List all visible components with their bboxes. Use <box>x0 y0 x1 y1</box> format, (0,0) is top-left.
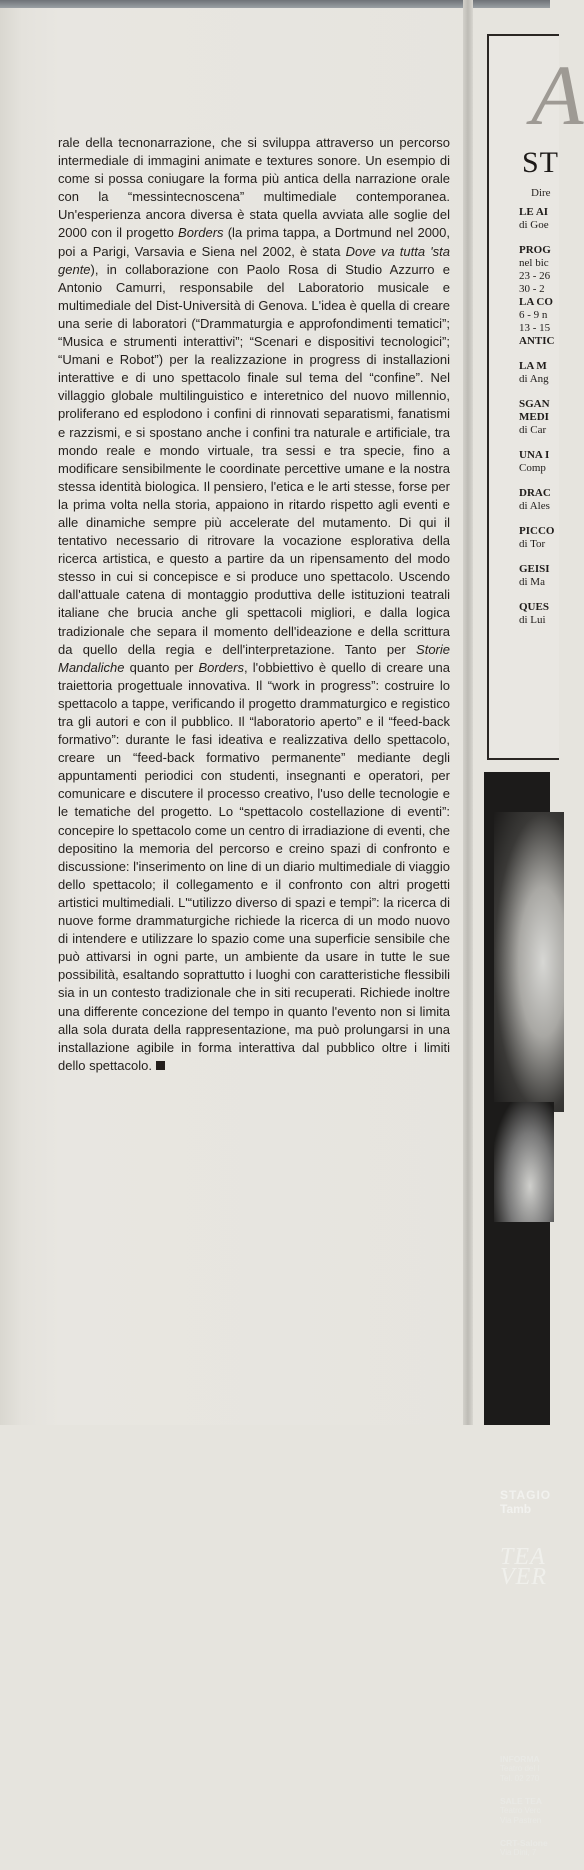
program-entry <box>519 206 579 232</box>
program-entry-line: nel bic <box>519 257 549 269</box>
poster-footer-title: INFORMA <box>500 1754 540 1764</box>
poster-footer-line: Via Pastren <box>500 1816 542 1825</box>
program-entry-line: LA CO <box>519 296 553 308</box>
program-entry-line: 6 - 9 n <box>519 309 548 321</box>
title-borders-2: Borders <box>198 659 244 675</box>
program-entry-line: 30 - 2 <box>519 283 545 295</box>
poster-figure-image <box>494 812 564 1112</box>
article-text-3: ), in collaborazione con Paolo Rosa di Studio Azzurro e Antonio Camurri, responsabile del Laboratorio musicale e multimediale del Dist-Università di Genova. L'idea è quella di creare una serie di laboratori (“Drammaturgia e approfondimenti tematici”; “Musica e strumenti interattivi”; “Scenari e dispositivi tecnologici”; “Umani e Robot”) per la realizzazione in progress di installazioni interattive e di uno spettacolo finale sul tema del “confine”. Nel villaggio globale multilinguistico e interetnico del nuovo millennio, proliferano ed esplodono i confini di rinnovati separatismi, fanatismi e razzismi, e si spostano anche i confini tra naturale e artificiale, tra mondo reale e mondo virtuale, tra sessi e tra specie, fino a modificare sensibilmente le coordinate percettive umane e la nostra stessa identità biologica. Il pensiero, l'etica e le arti stesse, forse per la prima volta nella storia, appaiono in ritardo rispetto agli eventi e alle dinamiche sempre più accelerate del mutamento. Di qui il tentativo necessario di ritrovare la vocazione esplorativa della ricerca artistica, e questo a partire da un ripensamento del modo stesso in cui si concepisce e si produce uno spettacolo. Uscendo dall'attuale catena di montaggio produttiva delle istituzioni teatrali italiane che brucia anche gli spettacoli migliori, e dalla logica tradizionale che separa il momento dell'ideazione e della scrittura da quello della regia e dell'interpretazione. Tanto per <box>58 261 450 657</box>
article-text-2: (la prima tappa, a Dortmund nel 2000, poi a Parigi, Varsavia e Siena nel 2002, è stata <box>58 225 450 259</box>
program-entry-line: LE AI <box>519 206 549 218</box>
poster-footer-group <box>500 1754 560 1784</box>
poster-footer-title: CRT-Salone <box>500 1838 548 1848</box>
poster-footer-line: Via Dini, 7 <box>500 1848 537 1857</box>
poster-season-label: STAGIO <box>500 1488 552 1502</box>
program-list <box>519 206 579 639</box>
logo-line-2: VER <box>500 1564 547 1590</box>
poster-footer-line: Teatro del I <box>500 1764 540 1773</box>
program-entry-line: di Ales <box>519 500 550 512</box>
program-entry-line: SGAN <box>519 398 550 410</box>
sidebar-big-letter: A <box>531 47 584 143</box>
article-paragraph <box>58 134 450 1075</box>
poster-footer-line: Teatro Verc <box>500 1806 541 1815</box>
program-entry-line: di Ang <box>519 373 549 385</box>
program-entry-line: UNA I <box>519 449 550 461</box>
poster-footer-title: SALE TEA <box>500 1796 543 1806</box>
page-gutter <box>463 0 473 1425</box>
program-entry <box>519 601 579 627</box>
poster-footer-group <box>500 1796 560 1826</box>
program-entry <box>519 449 579 475</box>
program-entry-line: 13 - 15 <box>519 322 551 334</box>
program-entry-line: 23 - 26 <box>519 270 551 282</box>
program-entry-line: Comp <box>519 462 546 474</box>
program-entry-line: di Lui <box>519 614 546 626</box>
program-entry-line: di Tor <box>519 538 546 550</box>
article-text-4: quanto per <box>124 659 199 675</box>
poster-theatre-logo <box>500 1544 547 1590</box>
program-entry-line: DRAC <box>519 487 551 499</box>
logo-line-1: TEA <box>500 1544 546 1570</box>
program-sidebar <box>487 34 584 760</box>
program-entry-line: QUES <box>519 601 549 613</box>
title-borders: Borders <box>178 225 224 241</box>
program-entry-line: PROG <box>519 244 551 256</box>
theatre-poster-ad <box>484 772 552 1857</box>
poster-subtitle: Tamb <box>500 1502 532 1516</box>
program-entry-line: PICCO <box>519 525 555 537</box>
poster-large-letter-image <box>494 1102 554 1222</box>
sidebar-heading: ST <box>522 146 560 179</box>
program-entry-line: di Car <box>519 424 547 436</box>
article-column <box>58 134 450 1075</box>
program-entry <box>519 244 579 348</box>
program-entry <box>519 360 579 386</box>
program-entry-line: di Goe <box>519 219 549 231</box>
poster-footer-line: Tel. 02 270 <box>500 1774 540 1783</box>
program-entry-line: MEDI <box>519 411 549 423</box>
poster-footer-group <box>500 1838 560 1858</box>
article-text-5: , l'obbiettivo è quello di creare una traiettoria progettuale innovativa. Il “work in progress”: costruire lo spettacolo a tappe, verificando il progetto drammaturgico e registico tra gli autori e con il pubblico. Il “laboratorio aperto” e il “feed-back formativo”: durante le fasi ideativa e realizzativa dello spettacolo, creare un “feed-back formativo permanente” mediante degli appuntamenti periodici con studenti, insegnanti e operatori, per comunicare e discutere il processo creativo, l'uso delle tecnologie e le tematiche del progetto. Lo “spettacolo costellazione di eventi”: concepire lo spettacolo come un centro di irradiazione di eventi, che depositino la memoria del percorso e creino spazi di confronto e discussione: l'inserimento on line di un diario multimediale di viaggio dello spettacolo; il collegamento e il confronto con altri progetti artistici multimediali. L'“utilizzo diverso di spazi e tempi”: la ricerca di nuove forme drammaturgiche richiede la ricerca di un modo nuovo di intendere e utilizzare lo spazio come una superficie sensibile che può attivarsi in ogni parte, un ambiente da usare in tutte le sue possibilità, esaltando soprattutto i luoghi con caratteristiche flessibili sia in un contesto tradizionale che in siti recuperati. Richiede inoltre una differente concezione del tempo in quanto l'evento non si limita alla sola durata della rappresentazione, ma può prolungarsi in una installazione agibile in forma interattiva dal pubblico oltre i limiti dello spettacolo. <box>58 659 450 1073</box>
poster-footer-info <box>500 1754 560 1870</box>
title-dove-va-tutta-sta-gente: Dove va tutta 'sta gente <box>58 243 450 277</box>
program-entry-line: ANTIC <box>519 335 555 347</box>
title-storie-mandaliche: Storie Mandaliche <box>58 641 450 675</box>
program-entry <box>519 487 579 513</box>
program-entry-line: di Ma <box>519 576 545 588</box>
program-entry-line: LA M <box>519 360 547 372</box>
program-entry <box>519 398 579 437</box>
article-text-1: rale della tecnonarrazione, che si sviluppa attraverso un percorso intermediale di immagini animate e textures sonore. Un esempio di come si possa coniugare la forma più antica della narrazione orale con la “messintecnoscena” multimediale contemporanea. Un'esperienza ancora diversa è stata quella avviata alle soglie del 2000 con il progetto <box>58 135 450 241</box>
sidebar-direction-label: Dire <box>531 187 551 199</box>
end-of-article-square <box>156 1061 165 1070</box>
program-entry <box>519 525 579 551</box>
program-entry <box>519 563 579 589</box>
program-entry-line: GEISI <box>519 563 550 575</box>
